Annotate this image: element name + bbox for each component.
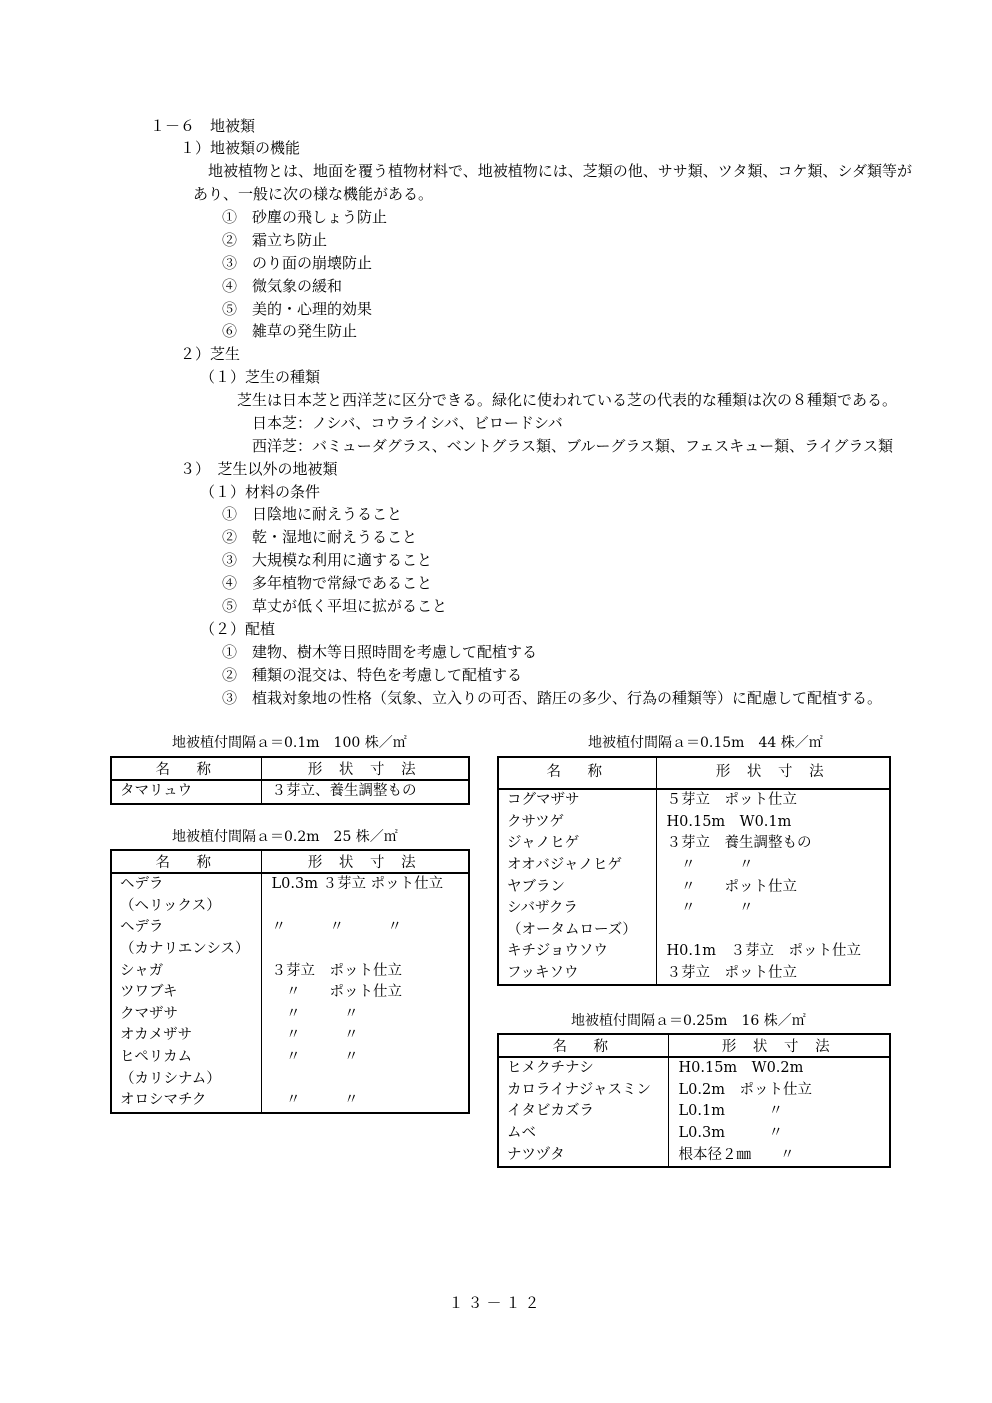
plant-name: フッキソウ bbox=[498, 963, 656, 986]
subheading-material-conditions: （１）材料の条件 bbox=[200, 483, 321, 501]
table-row bbox=[498, 876, 890, 898]
list-item: ① 砂塵の飛しょう防止 bbox=[222, 208, 388, 226]
list-item: ③ 植栽対象地の性格（気象、立入りの可否、踏圧の多少、行為の種類等）に配慮して配植する。 bbox=[222, 689, 883, 707]
planting-table-0-1m bbox=[110, 756, 470, 805]
table-row bbox=[498, 855, 890, 877]
table-row bbox=[498, 1101, 890, 1123]
table-row bbox=[498, 1123, 890, 1145]
table-row bbox=[111, 896, 469, 918]
column-header-form: 形 状 寸 法 bbox=[656, 757, 890, 789]
japanese-lawn-line: 日本芝：ノシバ、コウライシバ、ビロードシバ bbox=[252, 414, 563, 432]
plant-spec: ５芽立 ポット仕立 bbox=[666, 792, 797, 809]
list-item: ④ 微気象の緩和 bbox=[222, 277, 343, 295]
table-row bbox=[498, 1057, 890, 1080]
plant-spec: L0.3m 〃 bbox=[678, 1125, 783, 1142]
list-item: ① 日陰地に耐えうること bbox=[222, 505, 403, 523]
plant-spec: 〃 〃 bbox=[271, 1092, 359, 1109]
planting-table-0-25m bbox=[497, 1033, 891, 1168]
plant-name: ヒペリカム bbox=[111, 1047, 261, 1069]
plant-name: ヘデラ bbox=[111, 917, 261, 939]
table-row bbox=[498, 941, 890, 963]
western-lawn-line: 西洋芝：バミューダグラス、ベントグラス類、ブルーグラス類、フェスキュー類、ライグラス類 bbox=[252, 437, 893, 455]
column-header-name: 名 称 bbox=[498, 1034, 668, 1057]
subheading-lawn-types: （１）芝生の種類 bbox=[200, 368, 321, 386]
plant-spec: L0.3m ３芽立 ポット仕立 bbox=[271, 876, 444, 893]
column-header-name: 名 称 bbox=[111, 850, 261, 873]
column-header-name: 名 称 bbox=[111, 757, 261, 780]
plant-name: （オータムローズ） bbox=[498, 920, 656, 942]
plant-name: キチジョウソウ bbox=[498, 941, 656, 963]
list-item: ② 種類の混交は、特色を考慮して配植する bbox=[222, 666, 523, 684]
table-caption: 地被植付間隔ａ＝0.25m 16 株／㎡ bbox=[571, 1013, 806, 1029]
paragraph-line: あり、一般に次の様な機能がある。 bbox=[193, 185, 434, 203]
list-item: ⑤ 美的・心理的効果 bbox=[222, 300, 373, 318]
paragraph-line: 芝生は日本芝と西洋芝に区分できる。緑化に使われている芝の代表的な種類は次の８種類である。 bbox=[237, 391, 898, 409]
plant-spec: ３芽立 養生調整もの bbox=[666, 835, 812, 852]
page-number: １３－１２ bbox=[448, 1294, 544, 1312]
plant-spec: ３芽立、養生調整もの bbox=[271, 783, 417, 800]
plant-spec: 根本径２㎜ 〃 bbox=[678, 1146, 795, 1163]
table-row bbox=[498, 1144, 890, 1167]
section-title: １－６ 地被類 bbox=[150, 117, 256, 135]
table-row bbox=[111, 939, 469, 961]
plant-name: オオバジャノヒゲ bbox=[498, 855, 656, 877]
heading-ground-cover-function: １）地被類の機能 bbox=[180, 139, 301, 157]
table-row bbox=[111, 960, 469, 982]
plant-spec: 〃 〃 〃 bbox=[271, 919, 402, 936]
table-caption: 地被植付間隔ａ＝0.2m 25 株／㎡ bbox=[172, 829, 398, 845]
plant-name: ナツヅタ bbox=[498, 1144, 668, 1167]
table-row bbox=[111, 1090, 469, 1113]
list-item: ② 乾・湿地に耐えうること bbox=[222, 528, 418, 546]
plant-spec: 〃 〃 bbox=[271, 1005, 359, 1022]
table-row bbox=[111, 1025, 469, 1047]
plant-spec bbox=[261, 1068, 469, 1090]
plant-name: （カナリエンシス） bbox=[111, 939, 261, 961]
table-row bbox=[111, 1068, 469, 1090]
plant-spec: H0.1m ３芽立 ポット仕立 bbox=[666, 943, 861, 960]
paragraph-line: 地被植物とは、地面を覆う植物材料で、地被植物には、芝類の他、ササ類、ツタ類、コケ類、シダ類等が bbox=[208, 162, 912, 180]
planting-table-0-15m bbox=[497, 756, 891, 986]
plant-name: （カリシナム） bbox=[111, 1068, 261, 1090]
column-header-form: 形 状 寸 法 bbox=[261, 757, 469, 780]
list-item: ③ のり面の崩壊防止 bbox=[222, 254, 373, 272]
plant-spec: ３芽立 ポット仕立 bbox=[271, 962, 402, 979]
plant-name: クサツゲ bbox=[498, 812, 656, 834]
table-row bbox=[498, 920, 890, 942]
column-header-name: 名 称 bbox=[498, 757, 656, 789]
plant-spec: H0.15m W0.1m bbox=[666, 813, 792, 830]
column-header-form: 形 状 寸 法 bbox=[668, 1034, 890, 1057]
plant-name: クマザサ bbox=[111, 1004, 261, 1026]
plant-spec: 〃 ポット仕立 bbox=[666, 878, 797, 895]
plant-name: シバザクラ bbox=[498, 898, 656, 920]
plant-spec bbox=[656, 920, 890, 942]
plant-name: ヤブラン bbox=[498, 876, 656, 898]
plant-name: オロシマチク bbox=[111, 1090, 261, 1113]
plant-spec: 〃 ポット仕立 bbox=[271, 984, 402, 1001]
plant-spec: L0.1m 〃 bbox=[678, 1103, 783, 1120]
plant-name: オカメザサ bbox=[111, 1025, 261, 1047]
plant-name: ムベ bbox=[498, 1123, 668, 1145]
plant-spec: 〃 〃 bbox=[271, 1027, 359, 1044]
table-row bbox=[111, 780, 469, 804]
table-row bbox=[498, 789, 890, 812]
list-item: ① 建物、樹木等日照時間を考慮して配植する bbox=[222, 643, 538, 661]
table-row bbox=[498, 898, 890, 920]
plant-spec bbox=[261, 939, 469, 961]
planting-table-0-2m bbox=[110, 849, 470, 1114]
plant-spec: L0.2m ポット仕立 bbox=[678, 1081, 812, 1098]
table-caption: 地被植付間隔ａ＝0.1m 100 株／㎡ bbox=[172, 735, 407, 751]
list-item: ⑥ 雑草の発生防止 bbox=[222, 322, 358, 340]
list-item: ⑤ 草丈が低く平坦に拡がること bbox=[222, 597, 448, 615]
plant-spec: ３芽立 ポット仕立 bbox=[666, 965, 797, 982]
table-row bbox=[498, 833, 890, 855]
list-item: ② 霜立ち防止 bbox=[222, 231, 328, 249]
plant-name: カロライナジャスミン bbox=[498, 1080, 668, 1102]
plant-name: ヒメクチナシ bbox=[498, 1057, 668, 1080]
column-header-form: 形 状 寸 法 bbox=[261, 850, 469, 873]
heading-lawn: ２）芝生 bbox=[180, 345, 241, 363]
plant-name: ツワブキ bbox=[111, 982, 261, 1004]
plant-name: コグマザサ bbox=[498, 789, 656, 812]
heading-other-ground-cover: ３） 芝生以外の地被類 bbox=[180, 460, 338, 478]
plant-name: イタビカズラ bbox=[498, 1101, 668, 1123]
plant-name: ジャノヒゲ bbox=[498, 833, 656, 855]
table-row bbox=[498, 812, 890, 834]
table-row bbox=[111, 873, 469, 896]
plant-spec: 〃 〃 bbox=[666, 900, 754, 917]
table-caption: 地被植付間隔ａ＝0.15m 44 株／㎡ bbox=[588, 735, 823, 751]
plant-spec: H0.15m W0.2m bbox=[678, 1060, 804, 1077]
plant-name: （ヘリックス） bbox=[111, 896, 261, 918]
plant-spec bbox=[261, 896, 469, 918]
list-item: ③ 大規模な利用に適すること bbox=[222, 551, 433, 569]
table-row bbox=[111, 1047, 469, 1069]
plant-name: ヘデラ bbox=[111, 873, 261, 896]
plant-name: シャガ bbox=[111, 960, 261, 982]
table-row bbox=[498, 963, 890, 986]
table-row bbox=[111, 1004, 469, 1026]
list-item: ④ 多年植物で常緑であること bbox=[222, 574, 433, 592]
plant-spec: 〃 〃 bbox=[271, 1049, 359, 1066]
plant-spec: 〃 〃 bbox=[666, 857, 754, 874]
table-row bbox=[111, 917, 469, 939]
subheading-planting: （２）配植 bbox=[200, 620, 276, 638]
table-row bbox=[111, 982, 469, 1004]
plant-name: タマリュウ bbox=[111, 780, 261, 804]
table-row bbox=[498, 1080, 890, 1102]
